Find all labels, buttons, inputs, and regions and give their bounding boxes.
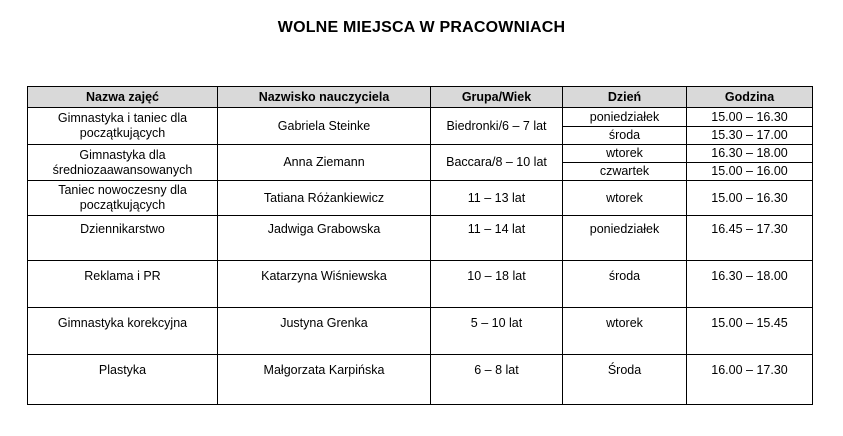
teacher-cell: Katarzyna Wiśniewska [218, 261, 431, 308]
day-cell: poniedziałek [563, 216, 687, 261]
header-day: Dzień [563, 87, 687, 108]
group-cell: 10 – 18 lat [431, 261, 563, 308]
group-cell: 11 – 13 lat [431, 181, 563, 216]
teacher-cell: Anna Ziemann [218, 145, 431, 181]
class-name-cell: Gimnastyka korekcyjna [28, 308, 218, 355]
header-teacher: Nazwisko nauczyciela [218, 87, 431, 108]
header-name: Nazwa zajęć [28, 87, 218, 108]
time-cell: 16.30 – 18.00 [687, 261, 813, 308]
class-name-cell: Plastyka [28, 355, 218, 405]
table-row [28, 181, 813, 216]
group-cell: 11 – 14 lat [431, 216, 563, 261]
day-cell: środa [563, 261, 687, 308]
header-time: Godzina [687, 87, 813, 108]
class-name-cell: Dziennikarstwo [28, 216, 218, 261]
day-cell: wtorek [563, 308, 687, 355]
class-name-cell: Gimnastyka i taniec dla początkujących [28, 108, 218, 145]
day-cell: poniedziałek [563, 108, 687, 127]
time-cell: 16.00 – 17.30 [687, 355, 813, 405]
teacher-cell: Gabriela Steinke [218, 108, 431, 145]
day-cell: czwartek [563, 163, 687, 181]
day-cell: środa [563, 127, 687, 145]
table-row [28, 261, 813, 308]
group-cell: Baccara/8 – 10 lat [431, 145, 563, 181]
day-cell: wtorek [563, 145, 687, 163]
table-row [28, 355, 813, 405]
day-cell: wtorek [563, 181, 687, 216]
time-cell: 15.00 – 16.30 [687, 181, 813, 216]
table-row [28, 108, 813, 127]
class-name-cell: Taniec nowoczesny dla początkujących [28, 181, 218, 216]
schedule-table [27, 86, 813, 405]
table-row [28, 216, 813, 261]
time-cell: 15.30 – 17.00 [687, 127, 813, 145]
table-row [28, 308, 813, 355]
header-row [28, 87, 813, 108]
header-group: Grupa/Wiek [431, 87, 563, 108]
group-cell: 5 – 10 lat [431, 308, 563, 355]
time-cell: 16.30 – 18.00 [687, 145, 813, 163]
page-title: WOLNE MIEJSCA W PRACOWNIACH [277, 19, 566, 36]
class-name-cell: Reklama i PR [28, 261, 218, 308]
group-cell: Biedronki/6 – 7 lat [431, 108, 563, 145]
time-cell: 15.00 – 16.30 [687, 108, 813, 127]
class-name-cell: Gimnastyka dla średniozaawansowanych [28, 145, 218, 181]
day-cell: Środa [563, 355, 687, 405]
table-row [28, 145, 813, 163]
time-cell: 15.00 – 15.45 [687, 308, 813, 355]
group-cell: 6 – 8 lat [431, 355, 563, 405]
time-cell: 15.00 – 16.00 [687, 163, 813, 181]
teacher-cell: Jadwiga Grabowska [218, 216, 431, 261]
teacher-cell: Justyna Grenka [218, 308, 431, 355]
time-cell: 16.45 – 17.30 [687, 216, 813, 261]
teacher-cell: Małgorzata Karpińska [218, 355, 431, 405]
teacher-cell: Tatiana Różankiewicz [218, 181, 431, 216]
